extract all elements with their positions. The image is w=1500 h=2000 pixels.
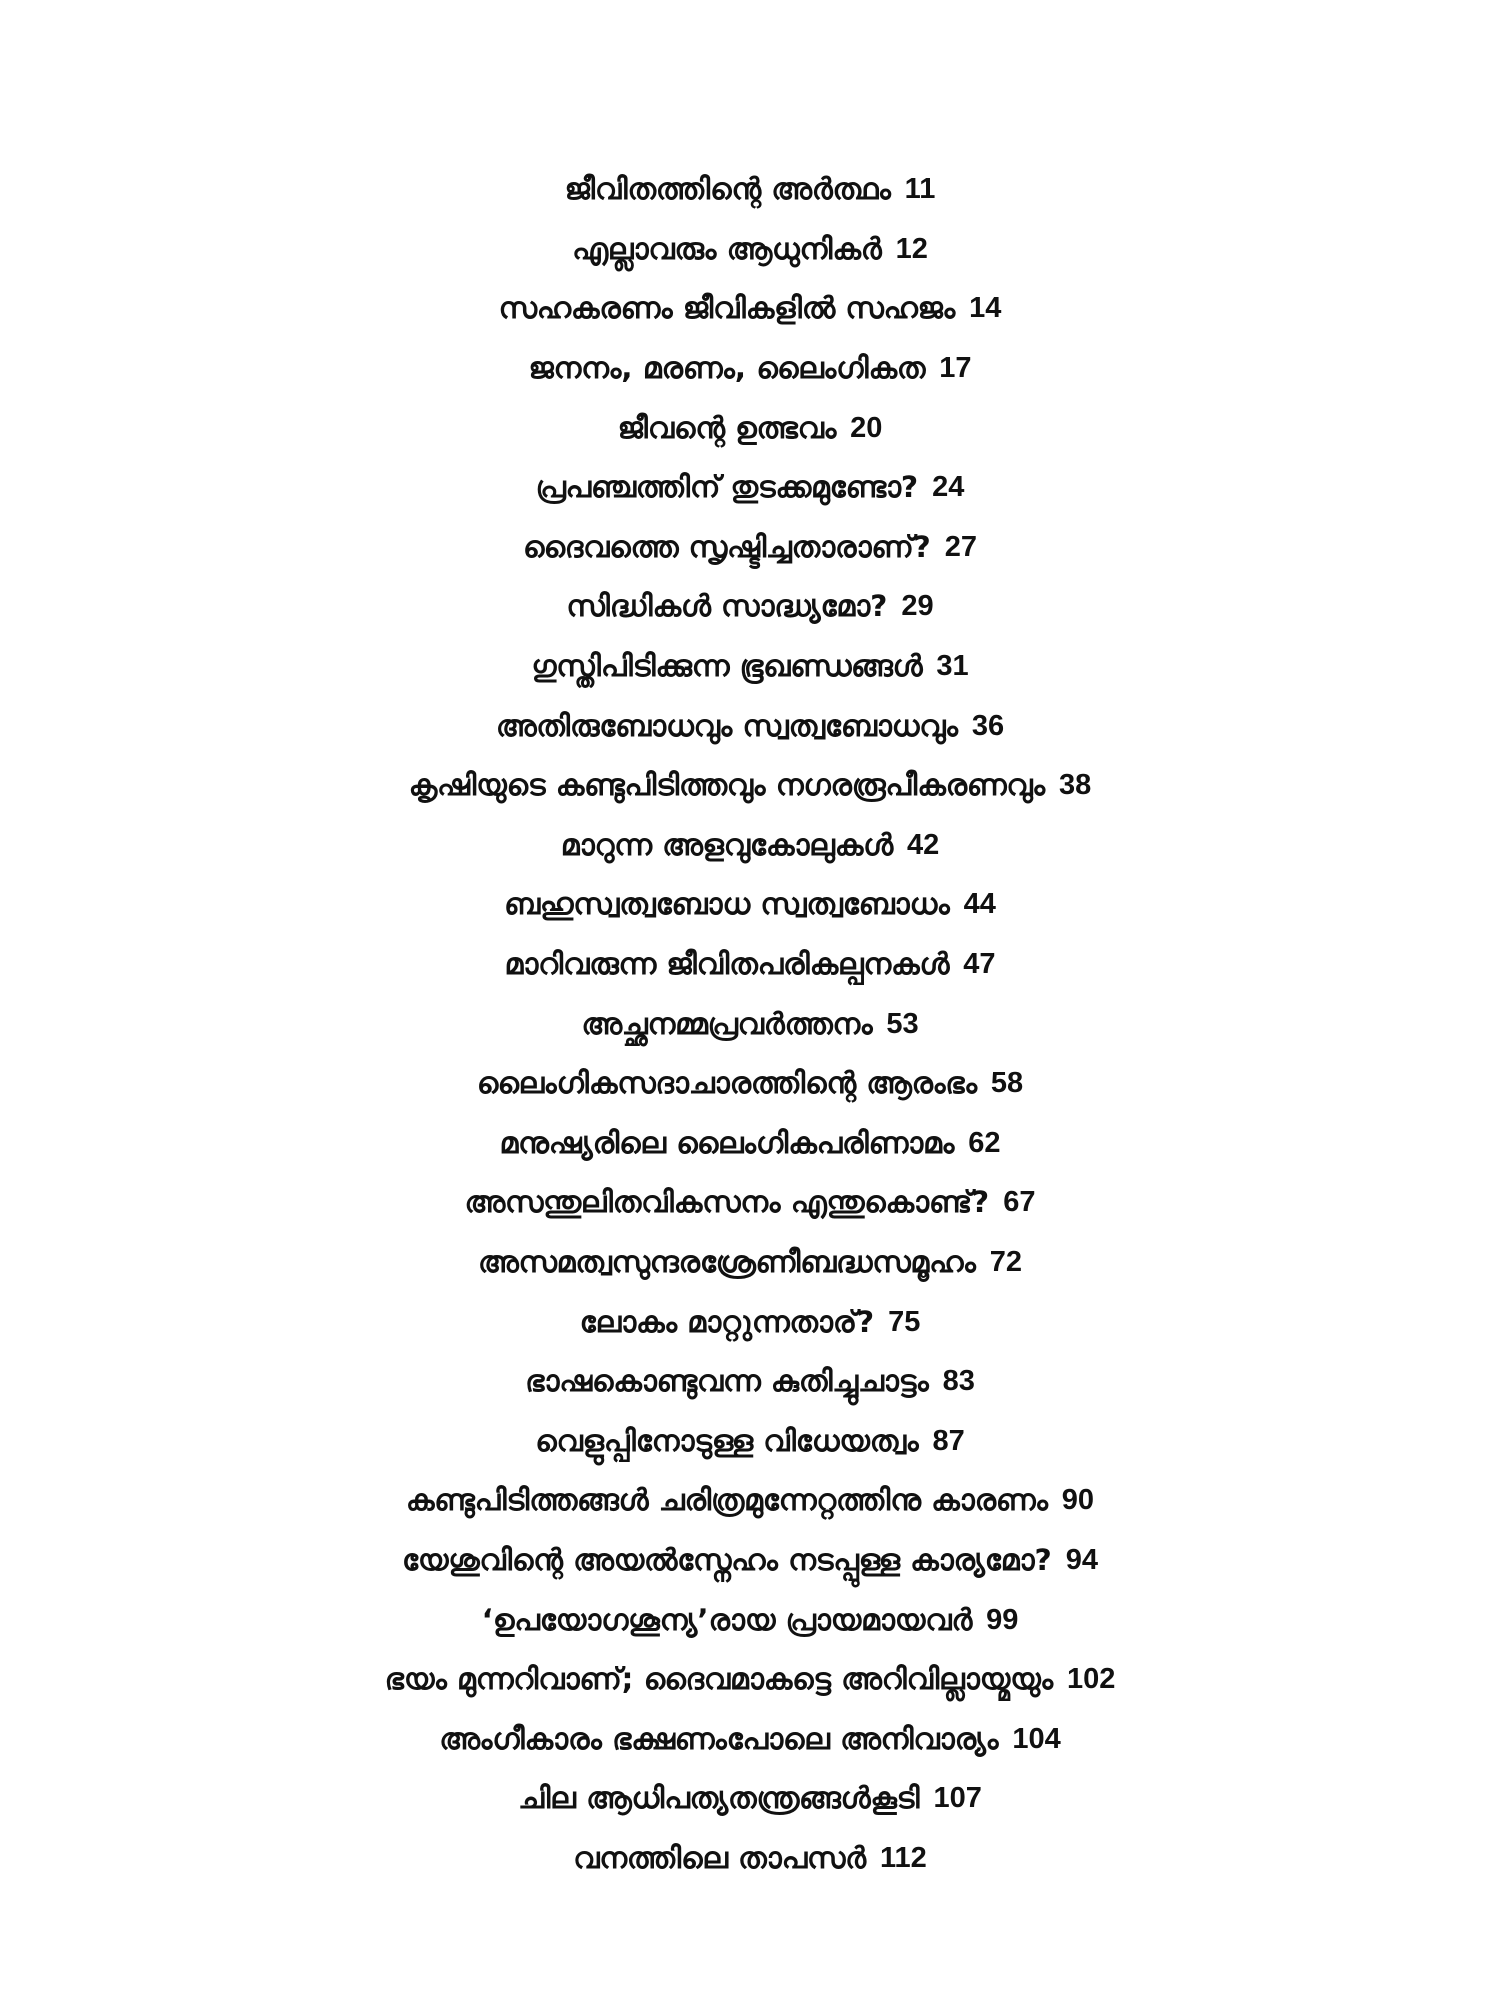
toc-entry-title: ലോകം മാറ്റുന്നതാര്?	[579, 1304, 875, 1340]
toc-entry-page-number: 75	[888, 1305, 921, 1338]
toc-entry	[0, 458, 1500, 518]
toc-entry-page-number: 14	[969, 292, 1002, 325]
toc-entry-page-number: 99	[986, 1603, 1019, 1636]
toc-entry-page-number: 44	[963, 888, 996, 921]
toc-entry-title: ഗുസ്തിപിടിക്കുന്ന ഭൂഖണ്ഡങ്ങൾ	[531, 649, 923, 685]
toc-entry	[0, 1054, 1500, 1114]
toc-entry	[0, 756, 1500, 816]
toc-entry-title: പ്രപഞ്ചത്തിന് തുടക്കമുണ്ടോ?	[535, 470, 919, 506]
toc-entry-title: മാറുന്ന അളവുകോലുകൾ	[560, 827, 893, 863]
toc-entry-title: വെളുപ്പിനോടുള്ള വിധേയത്വം	[535, 1423, 919, 1459]
toc-entry-title: സഹകരണം ജീവികളിൽ സഹജം	[498, 291, 956, 327]
toc-entry-title: അതിരുബോധവും സ്വത്വബോധവും	[495, 708, 958, 744]
toc-entry-title: സിദ്ധികൾ സാദ്ധ്യമോ?	[566, 589, 888, 625]
toc-entry-title: ദൈവത്തെ സൃഷ്ടിച്ചതാരാണ്?	[522, 529, 931, 565]
toc-entry-page-number: 107	[933, 1782, 982, 1815]
toc-entry-page-number: 20	[850, 411, 883, 444]
toc-entry	[0, 1292, 1500, 1352]
toc-entry	[0, 1471, 1500, 1531]
toc-entry-title: ലൈംഗികസദാചാരത്തിന്റെ ആരംഭം	[476, 1066, 977, 1102]
toc-entry-title: എല്ലാവരും ആധുനികർ	[572, 231, 882, 267]
toc-entry-title: ബഹുസ്വത്വബോധ സ്വത്വബോധം	[504, 887, 950, 923]
toc-entry	[0, 1590, 1500, 1650]
toc-entry	[0, 1114, 1500, 1174]
toc-entry-page-number: 27	[944, 530, 978, 563]
toc-entry	[0, 1650, 1500, 1710]
toc-entry	[0, 339, 1500, 399]
toc-entry-page-number: 36	[971, 709, 1005, 742]
toc-entry-title: ഭയം മുന്നറിവാണ്; ദൈവമാകട്ടെ അറിവില്ലായ്മയും	[384, 1662, 1053, 1698]
toc-entry	[0, 279, 1500, 339]
toc-entry-page-number: 53	[886, 1007, 919, 1040]
toc-entry	[0, 994, 1500, 1054]
toc-entry-page-number: 17	[939, 352, 972, 385]
toc-entry-title: ചില ആധിപത്യതന്ത്രങ്ങൾകൂടി	[518, 1781, 920, 1817]
toc-entry-title: ജീവന്റെ ഉത്ഭവം	[617, 410, 837, 446]
toc-entry-page-number: 72	[989, 1245, 1022, 1278]
toc-entry-title: അംഗീകാരം ഭക്ഷണംപോലെ അനിവാര്യം	[439, 1721, 999, 1757]
toc-entry	[0, 637, 1500, 697]
toc-entry-page-number: 38	[1058, 769, 1092, 802]
toc-entry	[0, 398, 1500, 458]
toc-entry-title: അസമത്വസുന്ദരശ്രേണീബദ്ധസമൂഹം	[478, 1244, 976, 1280]
table-of-contents	[0, 160, 1500, 1888]
toc-entry	[0, 1411, 1500, 1471]
toc-entry	[0, 935, 1500, 995]
toc-entry	[0, 1173, 1500, 1233]
toc-entry-title: മനുഷ്യരിലെ ലൈംഗികപരിണാമം	[499, 1125, 955, 1161]
toc-entry-page-number: 58	[990, 1067, 1024, 1100]
toc-entry-page-number: 90	[1061, 1484, 1095, 1517]
toc-entry-page-number: 83	[942, 1365, 975, 1398]
toc-entry-title: യേശുവിന്റെ അയൽസ്നേഹം നടപ്പുള്ള കാര്യമോ?	[402, 1542, 1052, 1578]
toc-entry-page-number: 42	[906, 828, 940, 861]
toc-entry	[0, 696, 1500, 756]
toc-entry	[0, 1769, 1500, 1829]
toc-entry-page-number: 112	[880, 1841, 927, 1874]
toc-entry	[0, 1829, 1500, 1889]
toc-entry	[0, 577, 1500, 637]
toc-entry-title: വനത്തിലെ താപസർ	[573, 1840, 866, 1876]
toc-entry	[0, 518, 1500, 578]
toc-entry	[0, 875, 1500, 935]
toc-entry-title: ജനനം, മരണം, ലൈംഗികത	[528, 351, 926, 387]
toc-entry-title: കണ്ടുപിടിത്തങ്ങൾ ചരിത്രമുന്നേറ്റത്തിനു കാരണം	[405, 1483, 1048, 1519]
toc-entry-title: ജീവിതത്തിന്റെ അർത്ഥം	[564, 172, 891, 208]
toc-entry	[0, 220, 1500, 280]
toc-entry	[0, 1709, 1500, 1769]
toc-entry-page-number: 12	[895, 232, 928, 265]
toc-entry-title: അച്ഛനമ്മപ്രവർത്തനം	[581, 1006, 873, 1042]
toc-entry-page-number: 102	[1066, 1663, 1116, 1696]
toc-entry-title: മാറിവരുന്ന ജീവിതപരികല്പനകൾ	[504, 947, 950, 983]
toc-entry-page-number: 87	[932, 1424, 965, 1457]
toc-entry-page-number: 94	[1065, 1543, 1098, 1576]
toc-entry-title: അസന്തുലിതവികസനം എന്തുകൊണ്ട്?	[464, 1185, 990, 1221]
toc-entry	[0, 1352, 1500, 1412]
toc-entry-page-number: 104	[1012, 1722, 1061, 1755]
toc-entry-page-number: 29	[901, 590, 934, 623]
toc-entry	[0, 160, 1500, 220]
toc-entry-page-number: 24	[932, 471, 965, 504]
toc-entry-title: ‘ഉപയോഗശൂന്യ’രായ പ്രായമായവർ	[481, 1602, 973, 1638]
toc-entry-title: കൃഷിയുടെ കണ്ടുപിടിത്തവും നഗരരൂപീകരണവും	[408, 768, 1045, 804]
toc-entry	[0, 1233, 1500, 1293]
toc-entry-page-number: 62	[968, 1126, 1001, 1159]
toc-entry-page-number: 31	[936, 650, 969, 683]
toc-entry-page-number: 67	[1003, 1186, 1036, 1219]
toc-entry	[0, 816, 1500, 876]
toc-entry-page-number: 47	[963, 948, 996, 981]
toc-entry-page-number: 11	[904, 173, 936, 206]
toc-entry	[0, 1531, 1500, 1591]
toc-entry-title: ഭാഷകൊണ്ടുവന്ന കുതിച്ചുചാട്ടം	[525, 1364, 929, 1400]
